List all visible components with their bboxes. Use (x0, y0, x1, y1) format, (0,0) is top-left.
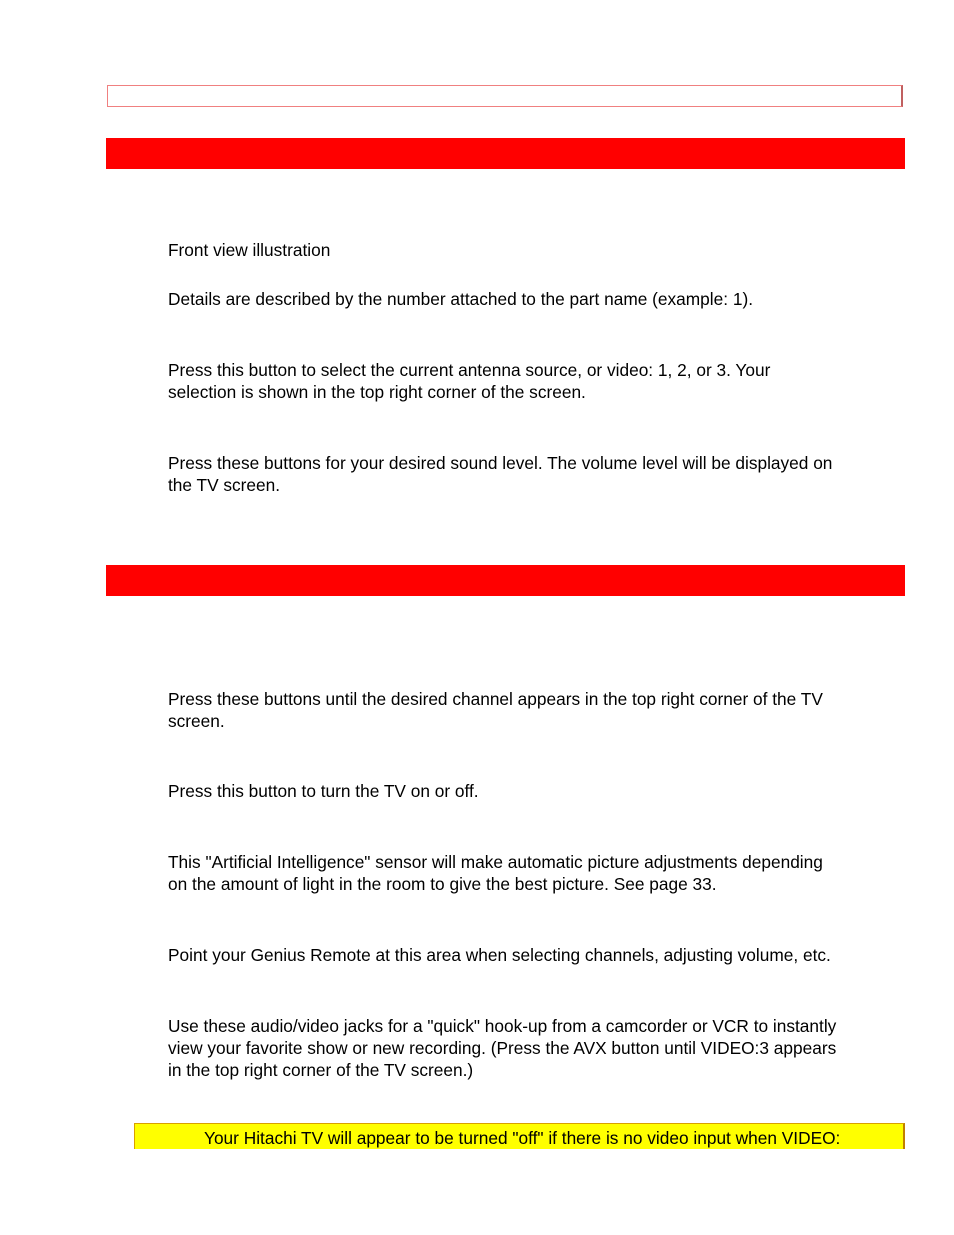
ai-sensor-description (168, 851, 898, 895)
section-bar-top (106, 138, 905, 169)
av-jacks-description (168, 1015, 898, 1081)
ai-line-2: on the amount of light in the room to give the best picture. See page 33. (168, 874, 717, 894)
jacks-line-1: Use these audio/video jacks for a "quick" hook-up from a camcorder or VCR to instantly (168, 1016, 837, 1036)
header-box (107, 85, 903, 107)
avx-description (168, 359, 898, 403)
jacks-line-3: in the top right corner of the TV screen.) (168, 1060, 474, 1080)
note-box (134, 1123, 905, 1149)
channel-line-2: screen. (168, 711, 225, 731)
ai-line-1: This "Artificial Intelligence" sensor will make automatic picture adjustments depending (168, 852, 823, 872)
avx-line-1: Press this button to select the current antenna source, or video: 1, 2, or 3. Your (168, 360, 771, 380)
details-paragraph: Details are described by the number attached to the part name (example: 1). (168, 289, 753, 309)
volume-line-1: Press these buttons for your desired sound level. The volume level will be displayed on (168, 453, 833, 473)
channel-line-1: Press these buttons until the desired channel appears in the top right corner of the TV (168, 689, 823, 709)
note-text: Your Hitachi TV will appear to be turned "off" if there is no video input when VIDEO: (204, 1128, 841, 1148)
volume-line-2: the TV screen. (168, 475, 281, 495)
avx-line-2: selection is shown in the top right corner of the screen. (168, 382, 586, 402)
power-description: Press this button to turn the TV on or off. (168, 781, 479, 801)
volume-description (168, 452, 898, 496)
front-view-caption: Front view illustration (168, 240, 331, 260)
remote-sensor-description: Point your Genius Remote at this area when selecting channels, adjusting volume, etc. (168, 945, 831, 965)
channel-description (168, 688, 898, 732)
jacks-line-2: view your favorite show or new recording. (Press the AVX button until VIDEO:3 appears (168, 1038, 837, 1058)
section-bar-middle (106, 565, 905, 596)
